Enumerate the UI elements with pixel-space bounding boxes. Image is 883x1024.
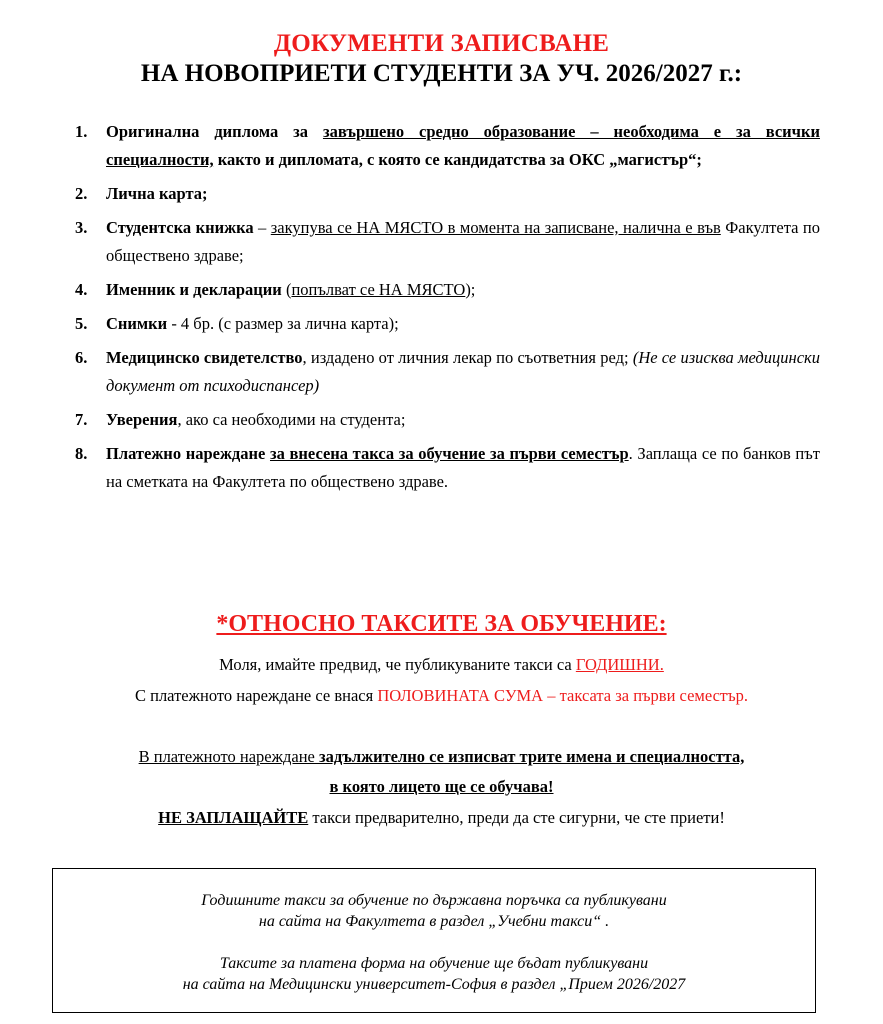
list-number: 1. [75, 122, 88, 141]
item-2-text: Лична карта; [106, 184, 208, 203]
title-line-1: ДОКУМЕНТИ ЗАПИСВАНЕ [273, 30, 610, 57]
fees-line-half [0, 686, 883, 706]
list-item-4 [75, 276, 820, 304]
item-3-dash: – [253, 218, 271, 237]
title-line-2: НА НОВОПРИЕТИ СТУДЕНТИ ЗА УЧ. 2026/2027 г.: [140, 60, 743, 87]
item-6-middle: , издадено от личния лекар по съответния ред; [302, 348, 633, 367]
list-item-6 [75, 344, 820, 400]
notice-box [52, 868, 816, 1013]
annual-highlight: ГОДИШНИ. [575, 655, 664, 674]
item-7-tail: , ако са необходими на студента; [177, 410, 406, 429]
fees-line-names [0, 747, 883, 767]
list-number: 5. [75, 314, 88, 333]
item-6-note: (Не се изисква медицински документ от психодиспансер) [106, 348, 820, 395]
notice-line-1: Годишните такси за обучение по държавна поръчка са публикувани [201, 892, 667, 909]
list-item-3 [75, 214, 820, 270]
notice-line-3: Таксите за платена форма на обучение ще бъдат публикувани [219, 955, 649, 972]
item-1-lead: Оригинална диплома за [106, 122, 323, 141]
list-item-2 [75, 180, 820, 208]
item-4-close: ); [465, 280, 476, 299]
notice-line-4: на сайта на Медицински университет-София в раздел „Прием 2026/2027 [182, 976, 686, 993]
item-1-tail: както и дипломата, с която се кандидатства за ОКС „магистър“; [213, 150, 702, 169]
item-3-lead: Студентска книжка [106, 218, 254, 237]
item-8-underlined: за внесена такса за обучение за първи семестър [269, 444, 629, 463]
fees-line-specialty: в която лицето ще се обучава! [329, 777, 554, 796]
list-item-5 [75, 310, 820, 338]
item-7-lead: Уверения [106, 410, 178, 429]
names-required-highlight: задължително се изписват трите имена и специалността, [319, 747, 745, 766]
item-1-underlined: завършено средно образование – необходима е за всички специалности, [106, 122, 820, 169]
list-number: 8. [75, 444, 88, 463]
item-3-underlined: закупува се НА МЯСТО в момента на записване, налична е във [270, 218, 721, 237]
item-8-tail: . Заплаща се по банков път на сметката на Факултета по обществено здраве. [106, 444, 821, 491]
item-4-lead: Именник и декларации [106, 280, 282, 299]
list-number: 7. [75, 410, 88, 429]
half-sum-highlight: ПОЛОВИНАТА СУМА – таксата за първи семестър. [377, 686, 749, 705]
list-number: 6. [75, 348, 88, 367]
fees-line-5-text: такси предварително, преди да сте сигурни, че сте приети! [308, 808, 725, 827]
fees-line-warning [0, 808, 883, 828]
list-number: 3. [75, 218, 88, 237]
item-8-lead: Платежно нареждане [106, 444, 270, 463]
list-item-1 [75, 118, 820, 174]
list-number: 4. [75, 280, 88, 299]
fees-line-annual [0, 655, 883, 675]
item-4-open: ( [281, 280, 292, 299]
item-5-tail: - 4 бр. (с размер за лична карта); [167, 314, 399, 333]
item-6-lead: Медицинско свидетелство [106, 348, 303, 367]
notice-line-2: на сайта на Факултета в раздел „Учебни такси“ . [258, 913, 610, 930]
item-3-tail: Факултета по обществено здраве; [106, 218, 820, 265]
fees-line-1-text: Моля, имайте предвид, че публикуваните такси са [219, 655, 576, 674]
item-5-lead: Снимки [106, 314, 168, 333]
fees-section-title: *ОТНОСНО ТАКСИТЕ ЗА ОБУЧЕНИЕ: [216, 611, 667, 637]
fees-line-3-text: В платежното нареждане [138, 747, 319, 766]
list-item-7 [75, 406, 820, 434]
item-4-underlined: попълват се НА МЯСТО [291, 280, 466, 299]
list-item-8 [75, 440, 820, 496]
list-number: 2. [75, 184, 88, 203]
fees-line-2-text: С платежното нареждане се внася [134, 686, 378, 705]
do-not-pay-highlight: НЕ ЗАПЛАЩАЙТЕ [158, 808, 309, 827]
documents-list [75, 118, 820, 502]
